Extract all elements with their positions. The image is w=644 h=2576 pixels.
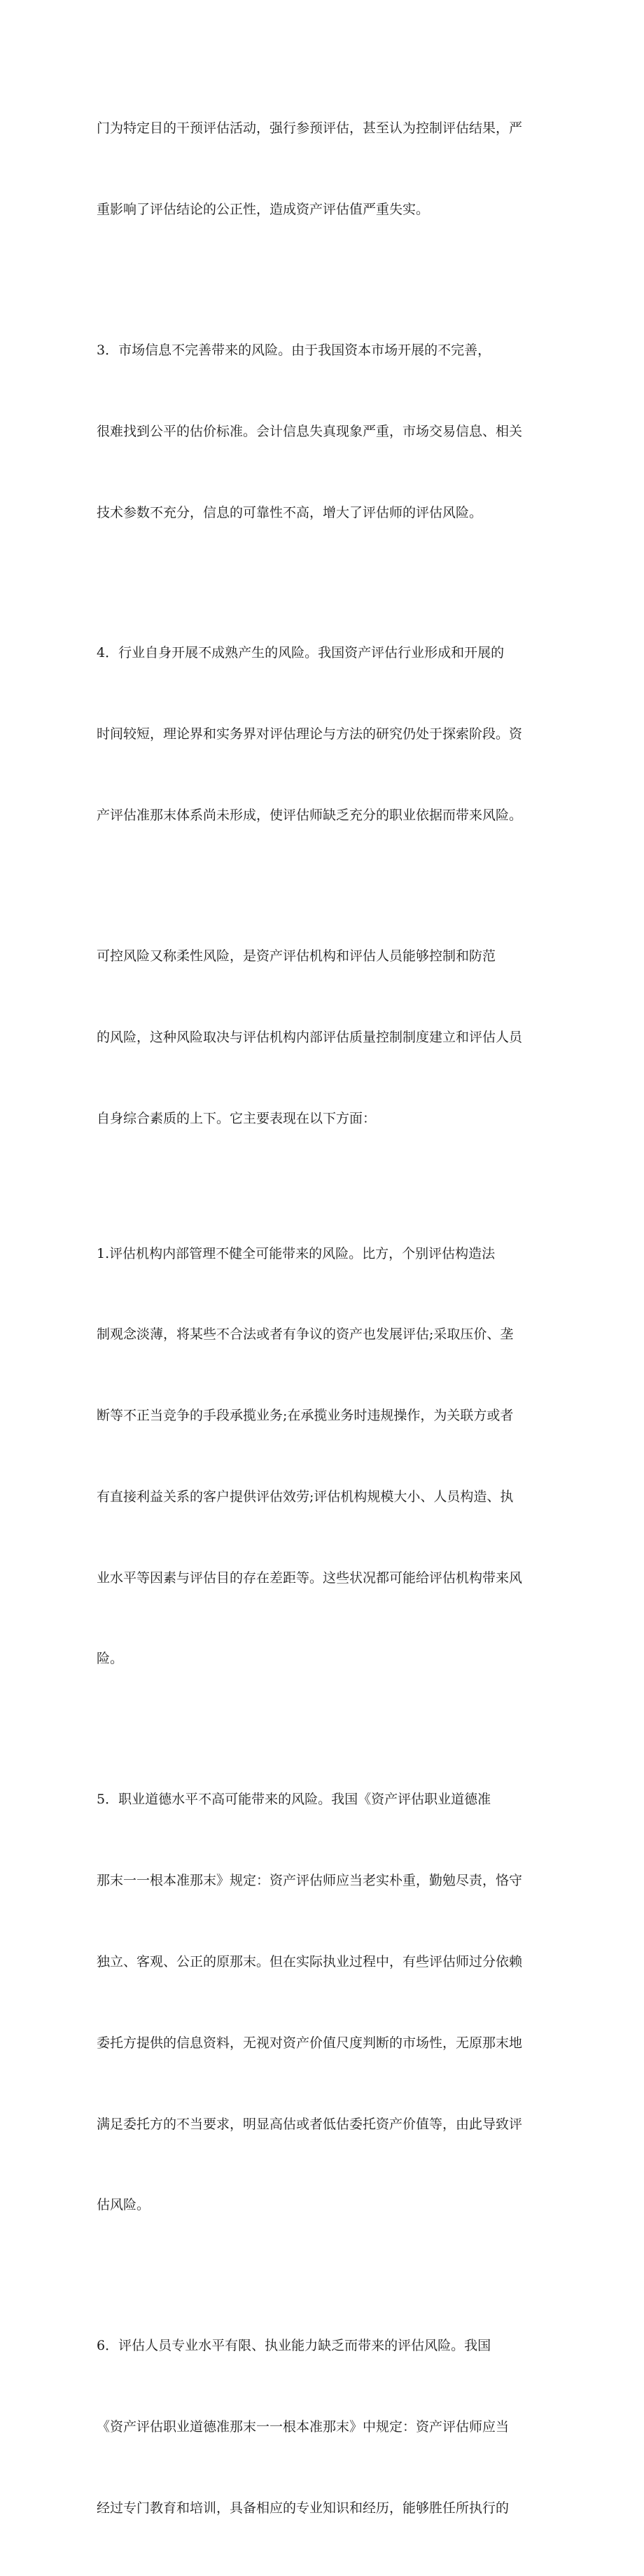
text-line: 那末一一根本准那末》规定：资产评估师应当老实朴重，勤勉尽责，恪守 (97, 1873, 523, 1889)
text-line: 技术参数不充分，信息的可靠性不高，增大了评估师的评估风险。 (97, 504, 483, 520)
paragraph-5 (97, 1186, 552, 1726)
text-line: 时间较短，理论界和实务界对评估理论与方法的研究仍处于探索阶段。资 (97, 726, 523, 742)
text-line: 门为特定目的干预评估活动，强行参预评估，甚至认为控制评估结果，严 (97, 120, 523, 137)
text-line: 自身综合素质的上下。它主要表现在以下方面： (97, 1110, 377, 1126)
text-line: 制观念淡薄，将某些不合法或者有争议的资产也发展评估;采取压价、垄 (97, 1327, 514, 1343)
text-line: 断等不正当竞争的手段承揽业务;在承揽业务时违规操作，为关联方或者 (97, 1408, 514, 1424)
text-line: 5．职业道德水平不高可能带来的风险。我国《资产评估职业道德准 (97, 1792, 491, 1808)
text-line: 4．行业自身开展不成熟产生的风险。我国资产评估行业形成和开展的 (97, 645, 505, 661)
text-line: 重影响了评估结论的公正性，造成资产评估值严重失实。 (97, 201, 430, 217)
text-line: 的风险，这种风险取决与评估机构内部评估质量控制制度建立和评估人员 (97, 1029, 523, 1045)
paragraph-2 (97, 283, 552, 581)
paragraph-4 (97, 889, 552, 1186)
text-line: 委托方提供的信息资料，无视对资产价值尺度判断的市场性，无原那末地 (97, 2035, 523, 2051)
text-line: 产评估准那末体系尚未形成，使评估师缺乏充分的职业依据而带来风险。 (97, 808, 523, 824)
text-line: 业水平等因素与评估目的存在差距等。这些状况都可能给评估机构带来风 (97, 1570, 523, 1586)
paragraph-7 (97, 2278, 552, 2576)
text-line: 经过专门教育和培训，具备相应的专业知识和经历，能够胜任所执行的 (97, 2500, 510, 2516)
text-line: 3．市场信息不完善带来的风险。由于我国资本市场开展的不完善， (97, 342, 491, 358)
paragraph-1 (97, 61, 552, 277)
text-line: 6．评估人员专业水平有限、执业能力缺乏而带来的评估风险。我国 (97, 2338, 491, 2354)
paragraph-6 (97, 1732, 552, 2273)
text-line: 险。 (97, 1651, 124, 1667)
text-line: 满足委托方的不当要求，明显高估或者低估委托资产价值等，由此导致评 (97, 2116, 523, 2132)
paragraph-3 (97, 586, 552, 883)
text-line: 很难找到公平的估价标准。会计信息失真现象严重，市场交易信息、相关 (97, 423, 523, 439)
text-line: 估风险。 (97, 2197, 150, 2213)
text-line: 有直接利益关系的客户提供评估效劳;评估机构规模大小、人员构造、执 (97, 1488, 514, 1504)
text-line: 《资产评估职业道德准那末一一根本准那末》中规定：资产评估师应当 (97, 2419, 510, 2435)
text-line: 可控风险又称柔性风险，是资产评估机构和评估人员能够控制和防范 (97, 948, 496, 964)
text-line: 独立、客观、公正的原那末。但在实际执业过程中，有些评估师过分依赖 (97, 1953, 523, 1969)
document-body (97, 61, 552, 2576)
text-line: 1.评估机构内部管理不健全可能带来的风险。比方，个别评估构造法 (97, 1245, 496, 1261)
